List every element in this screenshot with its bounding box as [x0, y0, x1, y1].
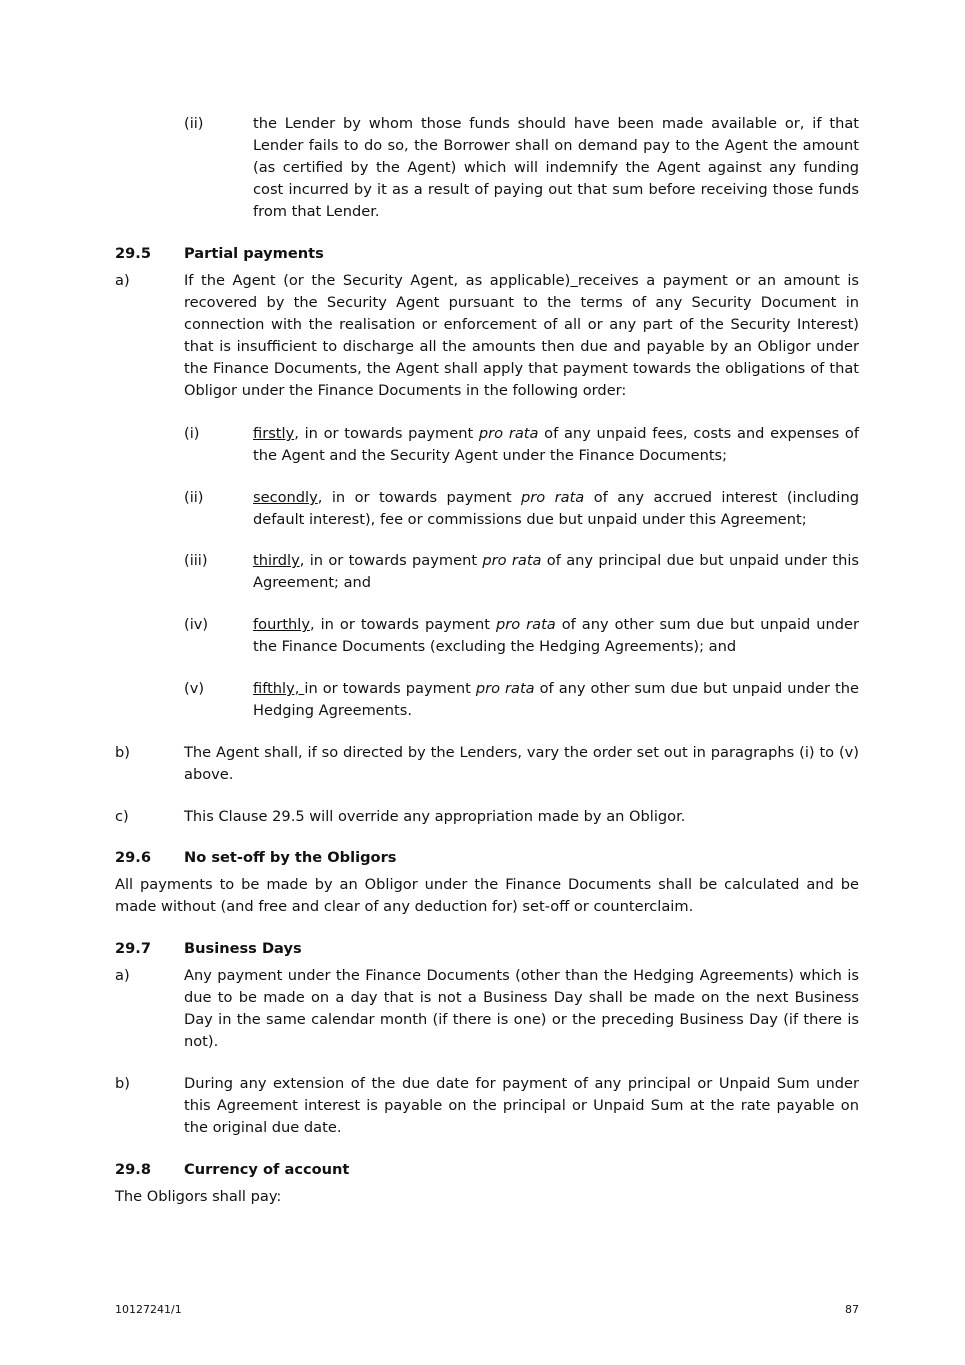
- clause-title-29-5: Partial payments: [184, 245, 324, 262]
- paragraph-29-8: The Obligors shall pay:: [115, 1188, 282, 1205]
- paragraph-label-a: a): [115, 272, 130, 289]
- clause-title-29-7: Business Days: [184, 940, 302, 957]
- paragraph-29-7-a: Any payment under the Finance Documents (other than the Hedging Agreements) which is due to be made on a day that is not a Business Day shall be made on the next Business Day in the same calendar month (if there is one) or the preceding Business Day (if there is not).: [184, 967, 859, 1050]
- clause-number-29-7: 29.7: [115, 940, 152, 957]
- continuation-paragraph: the Lender by whom those funds should have been made available or, if that Lender fails to do so, the Borrower shall on demand pay to the Agent the amount (as certified by the Agent) which will indemnify the Agent against any funding cost incurred by it as a result of paying out that sum before receiving those funds from that Lender.: [253, 115, 859, 220]
- clause-number-29-5: 29.5: [115, 245, 152, 262]
- clause-number-29-6: 29.6: [115, 849, 152, 866]
- paragraph-29-6: All payments to be made by an Obligor under the Finance Documents shall be calculated and be made without (and free and clear of any deduction for) set-off or counterclaim.: [115, 876, 859, 915]
- paragraph-29-7-b: During any extension of the due date for payment of any principal or Unpaid Sum under this Agreement interest is payable on the principal or Unpaid Sum at the rate payable on the original due date.: [184, 1075, 859, 1136]
- clause-title-29-6: No set-off by the Obligors: [184, 849, 397, 866]
- list-item: firstly, in or towards payment pro rata of any unpaid fees, costs and expenses of the Agent and the Security Agent under the Finance Documents;: [253, 425, 860, 464]
- clause-title-29-8: Currency of account: [184, 1161, 350, 1178]
- document-reference: 10127241/1: [115, 1303, 182, 1316]
- item-number: (i): [184, 425, 200, 442]
- paragraph-label-b: b): [115, 744, 130, 761]
- item-number: (iv): [184, 616, 209, 633]
- list-item: thirdly, in or towards payment pro rata of any principal due but unpaid under this Agreement; and: [253, 552, 859, 591]
- paragraph-29-5-a: If the Agent (or the Security Agent, as applicable) receives a payment or an amount is recovered by the Security Agent pursuant to the terms of any Security Document in connection with the realisation or enforcement of all or any part of the Security Interest) that is insufficient to discharge all the amounts then due and payable by an Obligor under the Finance Documents, the Agent shall apply that payment towards the obligations of that Obligor under the Finance Documents in the following order:: [184, 272, 860, 399]
- list-item: fourthly, in or towards payment pro rata of any other sum due but unpaid under the Finance Documents (excluding the Hedging Agreements); and: [253, 616, 859, 655]
- item-number: (ii): [184, 115, 204, 132]
- item-number: (iii): [184, 552, 208, 569]
- paragraph-label-b: b): [115, 1075, 130, 1092]
- paragraph-29-5-c: This Clause 29.5 will override any appropriation made by an Obligor.: [184, 808, 686, 825]
- item-number: (ii): [184, 489, 204, 506]
- list-item: secondly, in or towards payment pro rata of any accrued interest (including default interest), fee or commissions due but unpaid under this Agreement;: [253, 489, 859, 528]
- paragraph-label-a: a): [115, 967, 130, 984]
- item-number: (v): [184, 680, 205, 697]
- paragraph-label-c: c): [115, 808, 129, 825]
- paragraph-29-5-b: The Agent shall, if so directed by the Lenders, vary the order set out in paragraphs (i) to (v) above.: [184, 744, 859, 783]
- list-item: fifthly, in or towards payment pro rata of any other sum due but unpaid under the Hedging Agreements.: [253, 680, 859, 719]
- clause-number-29-8: 29.8: [115, 1161, 152, 1178]
- page-number: 87: [845, 1303, 859, 1316]
